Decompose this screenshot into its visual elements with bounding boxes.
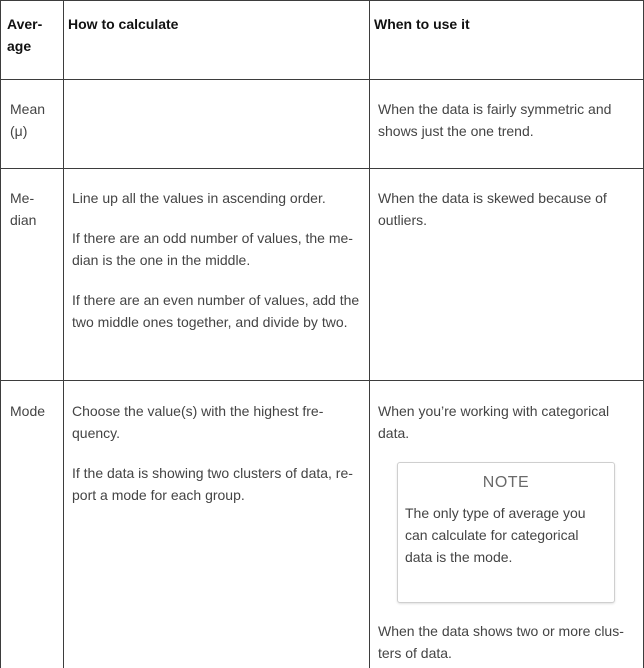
mode-how-step-2: If the data is showing two clusters of data, re-port a mode for each group. — [72, 465, 353, 503]
row-name-median: Me- dian — [10, 190, 37, 228]
note-text: The only type of average you can calculate for categorical data is the mode. — [405, 505, 586, 565]
table-border-top — [0, 0, 644, 1]
note-box — [397, 462, 615, 603]
note-title: NOTE — [482, 474, 530, 491]
row-name-mode: Mode — [10, 403, 46, 419]
median-how — [72, 187, 362, 333]
row-divider — [0, 168, 644, 169]
mode-when-clusters: When the data shows two or more clus-ters of data. — [378, 623, 624, 661]
header-when-to-use: When to use it — [374, 16, 470, 32]
median-when: When the data is skewed because of outliers. — [378, 190, 607, 228]
mode-when: When you’re working with categorical data. — [378, 403, 610, 441]
header-how-to-calculate: How to calculate — [68, 16, 179, 32]
row-divider — [0, 380, 644, 381]
header-average: Aver- age — [7, 16, 43, 54]
median-how-step-2: If there are an odd number of values, the me-dian is the one in the middle. — [72, 230, 353, 268]
mode-how — [72, 400, 362, 506]
column-divider — [63, 0, 64, 668]
table-border-left — [0, 0, 1, 668]
column-divider — [369, 0, 370, 668]
mean-when: When the data is fairly symmetric and shows just the one trend. — [378, 101, 612, 139]
row-name-mean: Mean (μ) — [10, 101, 46, 139]
header-divider — [0, 79, 644, 80]
median-how-step-3: If there are an even number of values, add the two middle ones together, and divide by two. — [72, 292, 360, 330]
mode-how-step-1: Choose the value(s) with the highest fre-quency. — [72, 403, 324, 441]
median-how-step-1: Line up all the values in ascending order. — [72, 190, 326, 206]
